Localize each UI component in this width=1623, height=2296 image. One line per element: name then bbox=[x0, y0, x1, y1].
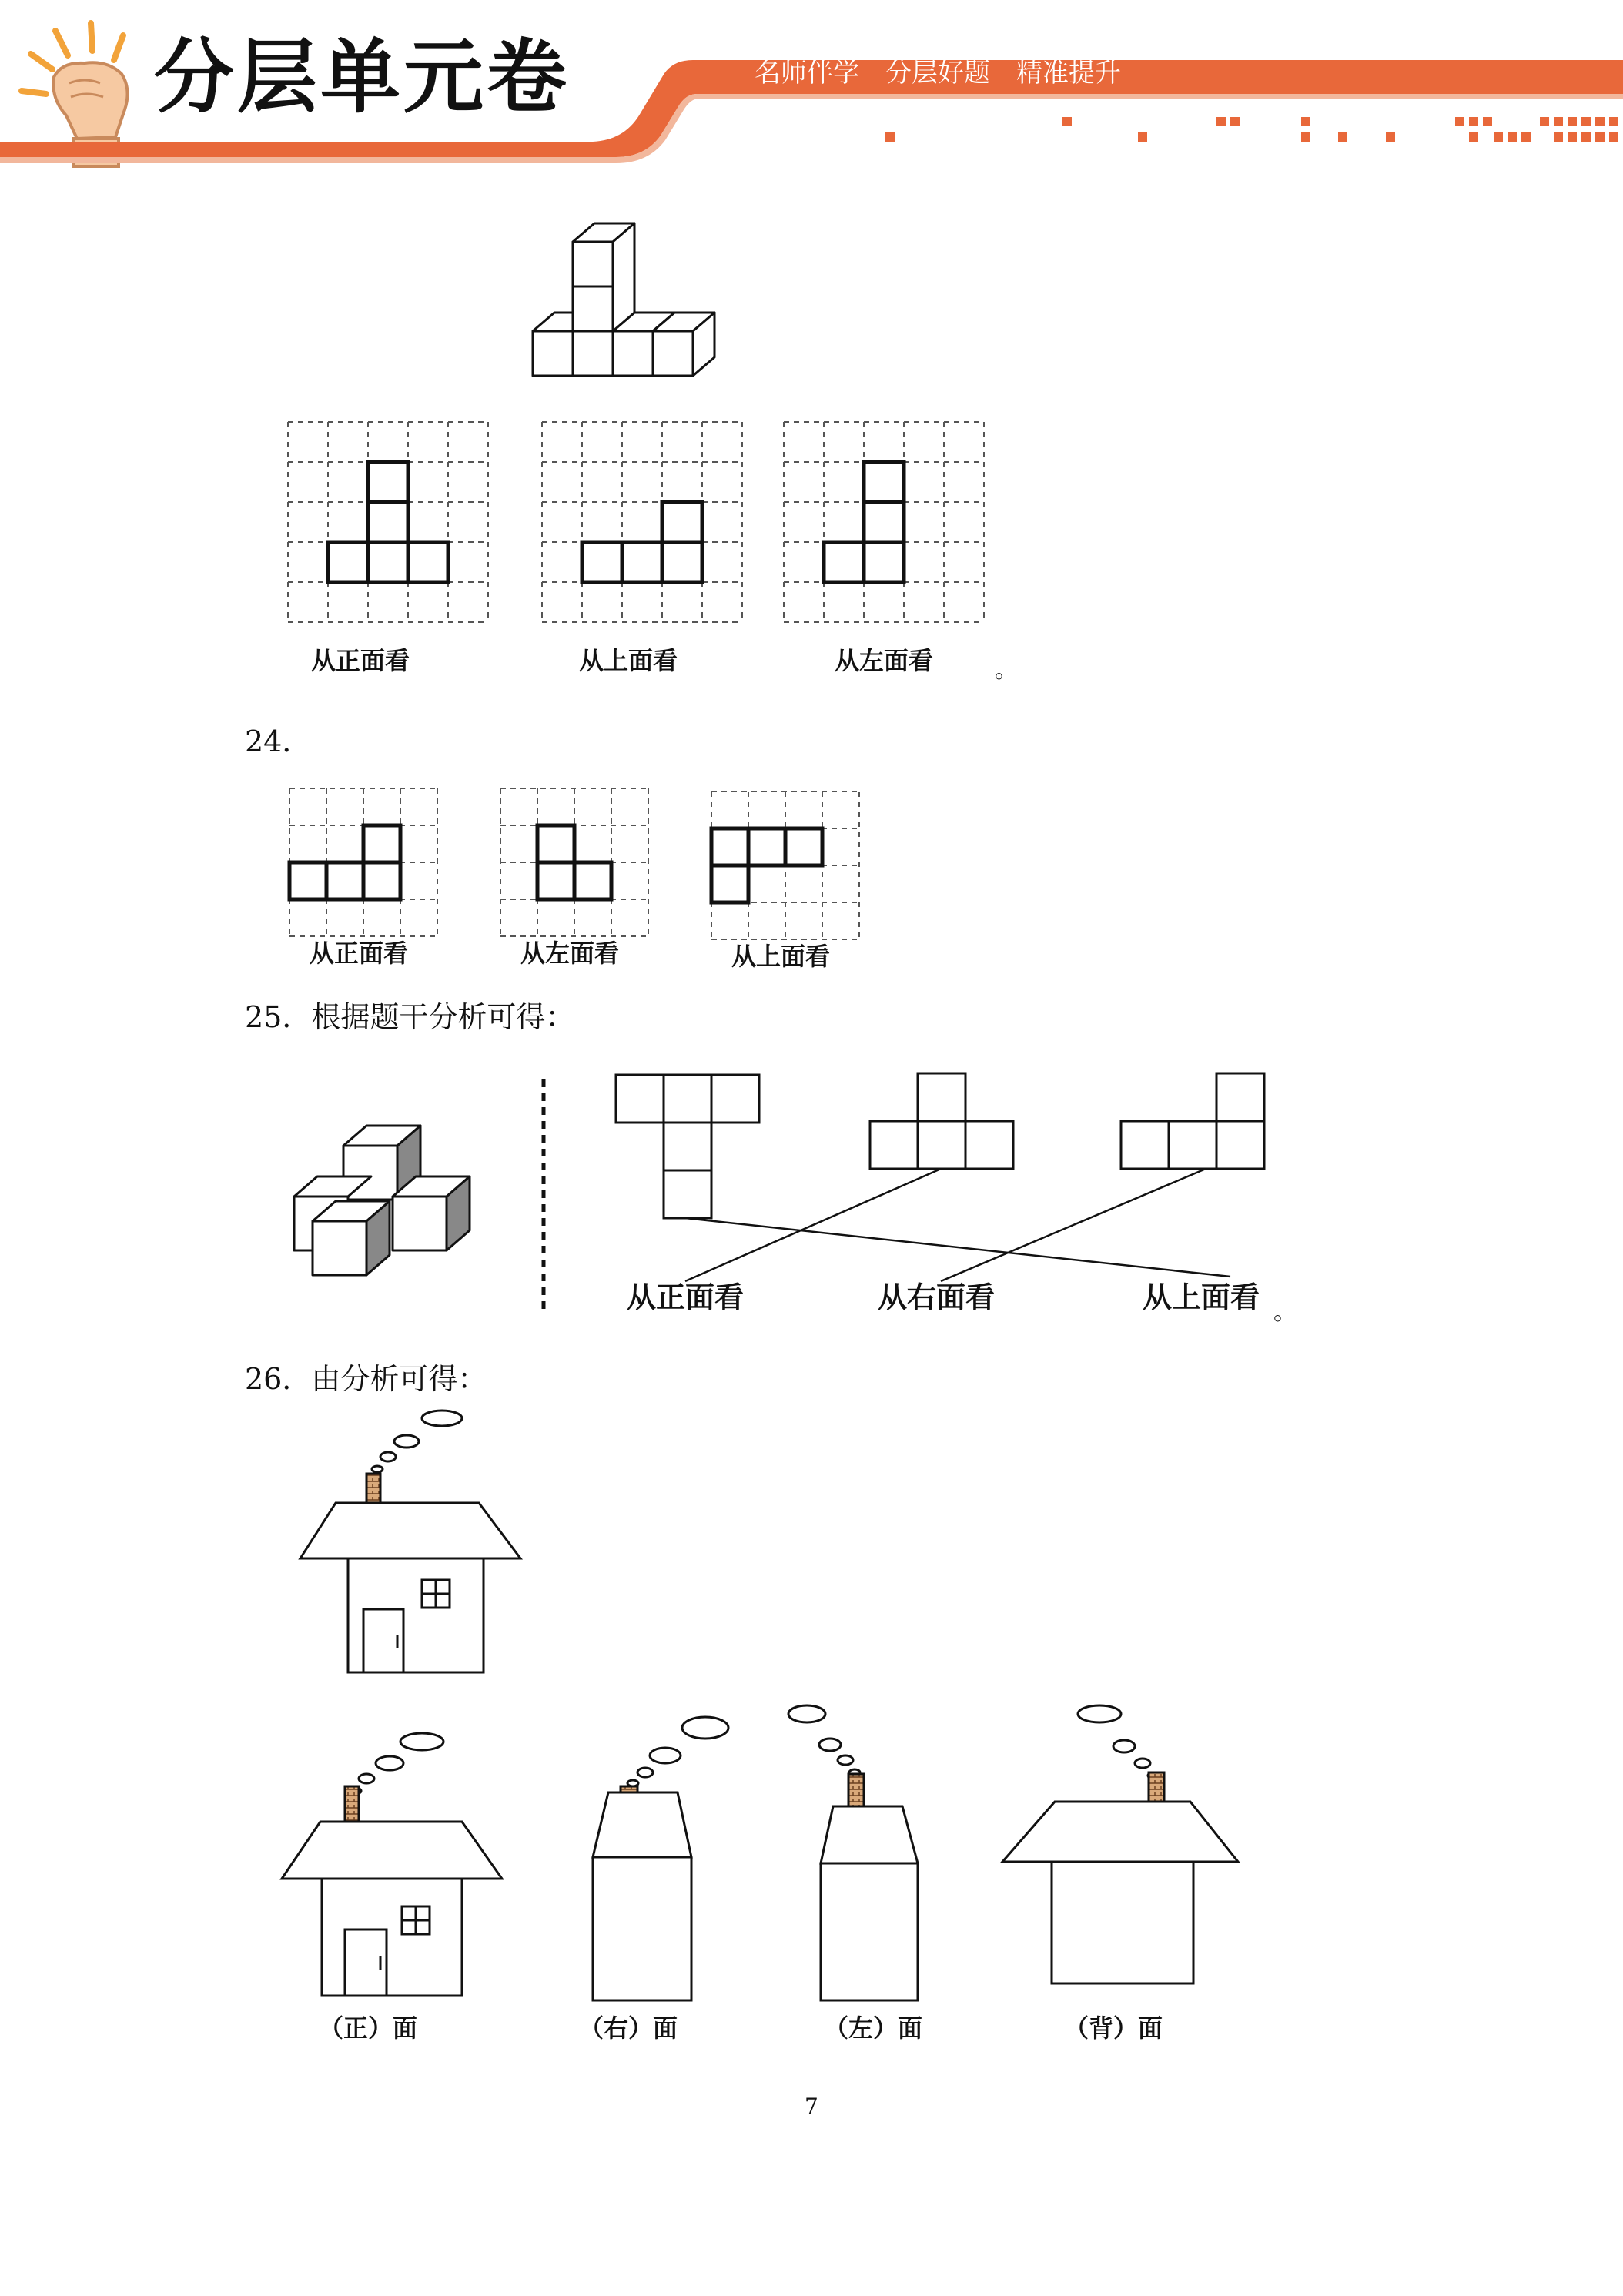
header-slogan: 名师伴学 分层好题 精准提升 bbox=[755, 58, 1121, 89]
q24-view-grids bbox=[289, 788, 859, 939]
q26-house-front bbox=[282, 1733, 502, 1996]
q24-number: 24． bbox=[245, 725, 312, 758]
q24-grid-left bbox=[500, 788, 648, 936]
q25-match-lines bbox=[685, 1169, 1230, 1281]
q25-caption-right: 从右面看 bbox=[878, 1280, 996, 1314]
q23-caption-front: 从正面看 bbox=[311, 646, 410, 675]
q24-caption-left: 从左面看 bbox=[520, 939, 620, 968]
page-number: 7 bbox=[805, 2094, 818, 2119]
q25-view-shapes bbox=[616, 1073, 1264, 1218]
q26-house-right bbox=[593, 1717, 728, 2000]
q26-house-main bbox=[300, 1411, 520, 1672]
q23-cube-solid bbox=[533, 223, 714, 376]
q24-grid-top bbox=[711, 792, 859, 939]
header-title: 分层单元卷 bbox=[154, 30, 571, 124]
q26-label-right: （右）面 bbox=[579, 2013, 678, 2043]
q24-caption-top: 从上面看 bbox=[731, 942, 831, 971]
q23-caption-left: 从左面看 bbox=[835, 646, 934, 675]
q26-label-front: （正）面 bbox=[319, 2013, 418, 2043]
q23-view-grids bbox=[288, 422, 984, 622]
q25-caption-top: 从上面看 bbox=[1143, 1280, 1260, 1314]
q23-grid-left bbox=[784, 422, 984, 622]
q23-caption-top: 从上面看 bbox=[579, 646, 678, 675]
q24-caption-front: 从正面看 bbox=[310, 939, 409, 968]
q24-grid-front bbox=[289, 788, 437, 936]
q23-end-mark: 。 bbox=[995, 657, 1018, 684]
q26-label-left: （左）面 bbox=[824, 2013, 923, 2043]
q25-caption-front: 从正面看 bbox=[627, 1280, 745, 1314]
q23-grid-top bbox=[542, 422, 742, 622]
q25-end-mark: 。 bbox=[1273, 1299, 1297, 1326]
q26-text: 26．由分析可得： bbox=[245, 1362, 487, 1396]
q26-label-back: （背）面 bbox=[1064, 2013, 1163, 2043]
q25-cube-solid bbox=[294, 1126, 470, 1275]
q23-grid-front bbox=[288, 422, 488, 622]
q25-text: 25．根据题干分析可得： bbox=[245, 1000, 575, 1034]
q26-house-left bbox=[788, 1705, 918, 2000]
q26-house-back bbox=[1002, 1705, 1238, 1983]
